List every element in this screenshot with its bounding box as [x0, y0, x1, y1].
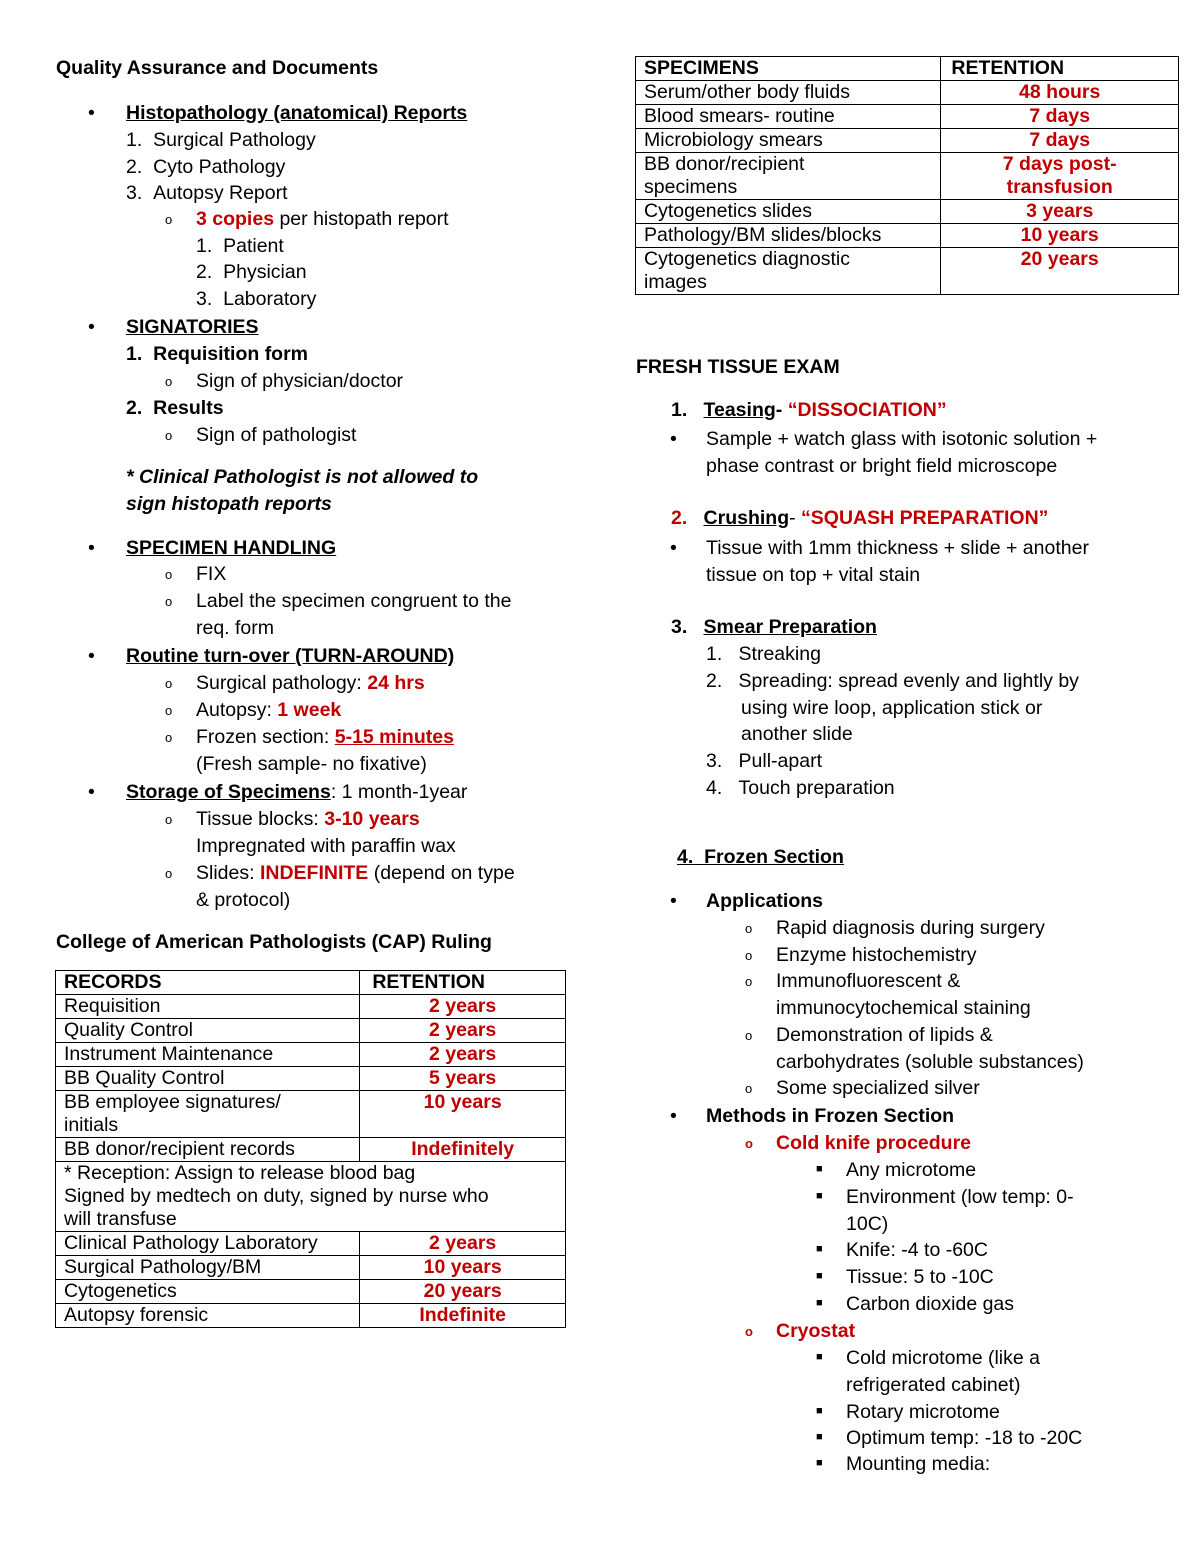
- bullet: [88, 315, 95, 339]
- list-item: tissue on top + vital stain: [706, 564, 921, 586]
- circle-bullet: o: [745, 1136, 753, 1151]
- cell: Autopsy forensic: [56, 1304, 360, 1328]
- cell: Pathology/BM slides/blocks: [636, 224, 941, 248]
- cell: Surgical Pathology/BM: [56, 1256, 360, 1280]
- cell: Indefinite: [360, 1304, 566, 1328]
- list-item: 1. Surgical Pathology: [126, 129, 316, 151]
- table-row: [636, 224, 1179, 248]
- records-table: [55, 970, 566, 1328]
- list-item: 10C): [846, 1213, 889, 1235]
- circle-bullet: o: [745, 948, 753, 963]
- list-item: Some specialized silver: [776, 1077, 980, 1099]
- square-bullet: ■: [816, 1297, 823, 1309]
- cell: Clinical Pathology Laboratory: [56, 1232, 360, 1256]
- cell: 5 years: [360, 1067, 566, 1091]
- cell: 2 years: [360, 995, 566, 1019]
- list-item: Tissue: 5 to -10C: [846, 1266, 994, 1288]
- signatories-heading: SIGNATORIES: [126, 316, 259, 338]
- list-item: Rotary microtome: [846, 1401, 1000, 1423]
- table-row: [636, 153, 1179, 200]
- square-bullet: ■: [816, 1431, 823, 1443]
- list-item: Demonstration of lipids &: [776, 1024, 993, 1046]
- smear-heading: 3. Smear Preparation: [671, 616, 877, 638]
- note-line: sign histopath reports: [126, 493, 332, 515]
- list-item: Environment (low temp: 0-: [846, 1186, 1074, 1208]
- cell: Requisition: [56, 995, 360, 1019]
- circle-bullet: o: [745, 921, 753, 936]
- square-bullet: ■: [816, 1163, 823, 1175]
- cell: 2 years: [360, 1232, 566, 1256]
- list-item: Label the specimen congruent to the: [196, 590, 512, 612]
- list-item: Cold microtome (like a: [846, 1347, 1040, 1369]
- applications-heading: Applications: [706, 890, 824, 912]
- cell: Serum/other body fluids: [636, 81, 941, 105]
- list-item: Sample + watch glass with isotonic solution +: [706, 428, 1098, 450]
- list-item: Sign of pathologist: [196, 424, 357, 446]
- cell: Blood smears- routine: [636, 105, 941, 129]
- circle-bullet: o: [165, 676, 173, 691]
- cold-knife-heading: Cold knife procedure: [776, 1132, 972, 1154]
- table-row: [636, 81, 1179, 105]
- list-item: & protocol): [196, 889, 291, 911]
- list-item: Carbon dioxide gas: [846, 1293, 1015, 1315]
- cell: 2 years: [360, 1043, 566, 1067]
- list-item: 1. Requisition form: [126, 343, 309, 365]
- cell: BB donor/recipient specimens: [636, 153, 941, 200]
- list-item: Any microtome: [846, 1159, 977, 1181]
- bullet: [88, 101, 95, 125]
- list-item: Tissue with 1mm thickness + slide + another: [706, 537, 1089, 559]
- table-row: [56, 1304, 566, 1328]
- list-item: 2. Physician: [196, 261, 307, 283]
- bullet: [670, 536, 677, 560]
- header-cell: RETENTION: [941, 57, 1179, 81]
- circle-bullet: o: [165, 594, 173, 609]
- bullet: [670, 889, 677, 913]
- list-item: Immunofluorescent &: [776, 970, 961, 992]
- list-item: Slides: INDEFINITE (depend on type: [196, 862, 515, 884]
- list-item: Rapid diagnosis during surgery: [776, 917, 1045, 939]
- list-item: Autopsy: 1 week: [196, 699, 342, 721]
- cell: 2 years: [360, 1019, 566, 1043]
- list-item: Surgical pathology: 24 hrs: [196, 672, 425, 694]
- cell: 48 hours: [941, 81, 1179, 105]
- list-item: req. form: [196, 617, 275, 639]
- list-item: carbohydrates (soluble substances): [776, 1051, 1084, 1073]
- bullet: [670, 1104, 677, 1128]
- table-row: [56, 1232, 566, 1256]
- table-row: [56, 1280, 566, 1304]
- cell: Cytogenetics: [56, 1280, 360, 1304]
- circle-bullet: o: [165, 730, 173, 745]
- cell: BB Quality Control: [56, 1067, 360, 1091]
- table-row: [56, 1091, 566, 1138]
- fresh-title: FRESH TISSUE EXAM: [636, 356, 840, 378]
- table-header: [636, 57, 1179, 81]
- list-item: Impregnated with paraffin wax: [196, 835, 456, 857]
- table-row: [636, 105, 1179, 129]
- circle-bullet: o: [165, 567, 173, 582]
- list-item: 3. Laboratory: [196, 288, 317, 310]
- circle-bullet: o: [745, 1324, 753, 1339]
- list-item: 2. Cyto Pathology: [126, 156, 286, 178]
- cell: 10 years: [360, 1091, 566, 1138]
- turnaround-heading: Routine turn-over (TURN-AROUND): [126, 645, 455, 667]
- list-item: 1. Streaking: [706, 643, 821, 665]
- bullet: [88, 536, 95, 560]
- frozen-heading: 4. Frozen Section: [677, 846, 844, 868]
- cell: 10 years: [360, 1256, 566, 1280]
- list-item: Tissue blocks: 3-10 years: [196, 808, 420, 830]
- list-item: 3. Autopsy Report: [126, 182, 288, 204]
- table-row: [56, 1256, 566, 1280]
- square-bullet: ■: [816, 1270, 823, 1282]
- list-item: using wire loop, application stick or: [741, 697, 1043, 719]
- table-row: [56, 1138, 566, 1162]
- cell: 20 years: [360, 1280, 566, 1304]
- list-item: Frozen section: 5-15 minutes: [196, 726, 454, 748]
- list-item: Mounting media:: [846, 1453, 991, 1475]
- list-item: refrigerated cabinet): [846, 1374, 1021, 1396]
- list-item: (Fresh sample- no fixative): [196, 753, 427, 775]
- header-cell: RETENTION: [360, 971, 566, 995]
- list-item: 2. Spreading: spread evenly and lightly by: [706, 670, 1079, 692]
- circle-bullet: o: [165, 703, 173, 718]
- list-item: Sign of physician/doctor: [196, 370, 404, 392]
- cell: Cytogenetics slides: [636, 200, 941, 224]
- cell: Quality Control: [56, 1019, 360, 1043]
- table-header: [56, 971, 566, 995]
- circle-bullet: o: [745, 1028, 753, 1043]
- circle-bullet: o: [165, 812, 173, 827]
- reception-note: * Reception: Assign to release blood bag Signed by medtech on duty, signed by nurse who will transfuse: [56, 1162, 566, 1232]
- histo-heading: Histopathology (anatomical) Reports: [126, 102, 468, 124]
- specimens-table: [635, 56, 1179, 295]
- bullet: [670, 427, 677, 451]
- table-row: [56, 1067, 566, 1091]
- table-row: [636, 200, 1179, 224]
- table-row: [636, 248, 1179, 295]
- square-bullet: ■: [816, 1405, 823, 1417]
- table-row: [56, 995, 566, 1019]
- list-item: immunocytochemical staining: [776, 997, 1031, 1019]
- list-item: 4. Touch preparation: [706, 777, 895, 799]
- circle-bullet: o: [745, 974, 753, 989]
- cell: 10 years: [941, 224, 1179, 248]
- list-item: another slide: [741, 723, 853, 745]
- bullet: [88, 780, 95, 804]
- list-item: 1. Patient: [196, 235, 284, 257]
- header-cell: SPECIMENS: [636, 57, 941, 81]
- square-bullet: ■: [816, 1190, 823, 1202]
- circle-bullet: o: [165, 212, 173, 227]
- cell: Instrument Maintenance: [56, 1043, 360, 1067]
- cell: 7 days post- transfusion: [941, 153, 1179, 200]
- table-row: [636, 129, 1179, 153]
- crushing-heading: 2. Crushing- “SQUASH PREPARATION”: [671, 507, 1049, 529]
- copies-line: 3 copies per histopath report: [196, 208, 449, 230]
- page-title: Quality Assurance and Documents: [56, 57, 379, 79]
- table-row: [56, 1043, 566, 1067]
- circle-bullet: o: [165, 428, 173, 443]
- methods-heading: Methods in Frozen Section: [706, 1105, 955, 1127]
- table-row: [56, 1162, 566, 1232]
- cap-title: College of American Pathologists (CAP) Ruling: [56, 931, 492, 953]
- table-row: [56, 1019, 566, 1043]
- cell: 3 years: [941, 200, 1179, 224]
- cell: Cytogenetics diagnostic images: [636, 248, 941, 295]
- list-item: Optimum temp: -18 to -20C: [846, 1427, 1083, 1449]
- cell: 20 years: [941, 248, 1179, 295]
- teasing-heading: 1. Teasing- “DISSOCIATION”: [671, 399, 947, 421]
- cell: Indefinitely: [360, 1138, 566, 1162]
- list-item: Enzyme histochemistry: [776, 944, 977, 966]
- square-bullet: ■: [816, 1457, 823, 1469]
- square-bullet: ■: [816, 1243, 823, 1255]
- cell: Microbiology smears: [636, 129, 941, 153]
- circle-bullet: o: [165, 866, 173, 881]
- header-cell: RECORDS: [56, 971, 360, 995]
- cell: BB donor/recipient records: [56, 1138, 360, 1162]
- storage-heading: Storage of Specimens: 1 month-1year: [126, 781, 468, 803]
- list-item: 3. Pull-apart: [706, 750, 822, 772]
- cell: 7 days: [941, 129, 1179, 153]
- circle-bullet: o: [745, 1081, 753, 1096]
- cell: BB employee signatures/ initials: [56, 1091, 360, 1138]
- bullet: [88, 644, 95, 668]
- list-item: phase contrast or bright field microscope: [706, 455, 1058, 477]
- circle-bullet: o: [165, 374, 173, 389]
- cryostat-heading: Cryostat: [776, 1320, 856, 1342]
- square-bullet: ■: [816, 1351, 823, 1363]
- list-item: 2. Results: [126, 397, 224, 419]
- list-item: FIX: [196, 563, 227, 585]
- note-line: * Clinical Pathologist is not allowed to: [126, 466, 479, 488]
- handling-heading: SPECIMEN HANDLING: [126, 537, 337, 559]
- list-item: Knife: -4 to -60C: [846, 1239, 988, 1261]
- cell: 7 days: [941, 105, 1179, 129]
